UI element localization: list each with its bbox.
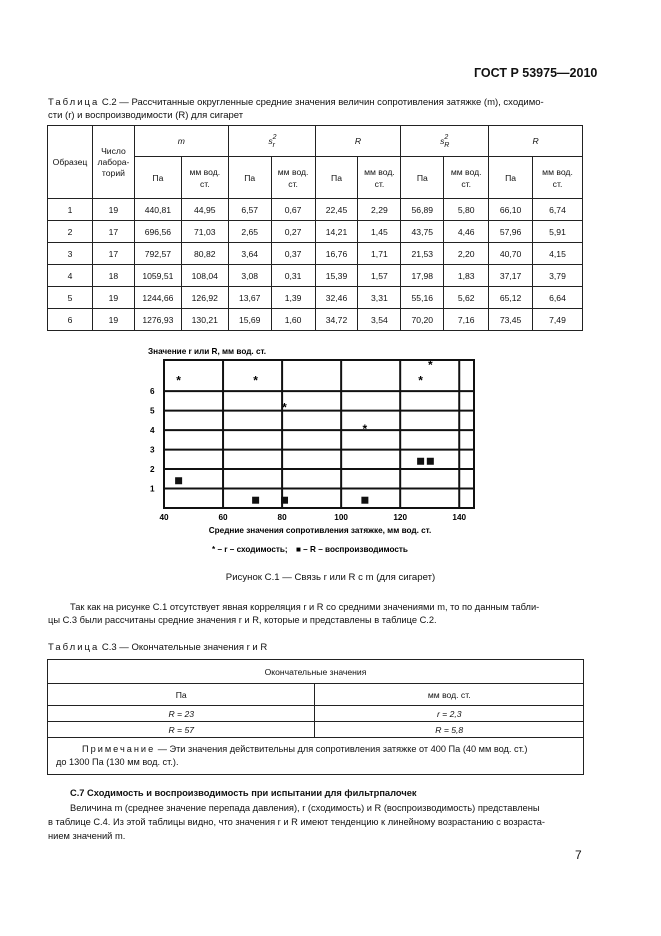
table-cell: 15,39 [315,265,358,287]
chart-x-label: Средние значения сопротивления затяжке, мм вод. ст. [208,526,432,535]
chart-x-ticks [159,513,466,522]
table-c3-caption-label: Таблица [48,642,100,653]
th-labs-1: Число [101,145,126,156]
table-cell: 7,16 [444,309,489,331]
x-tick-label: 80 [277,513,287,522]
table-c3-body [48,706,584,738]
y-tick-label: 4 [150,426,155,436]
th-pa: Па [134,157,181,199]
th-sR2-sup: 2 [444,134,449,141]
table-cell: 57,96 [489,221,533,243]
table-cell: 21,53 [401,243,444,265]
th-mm-2: ст. [374,178,385,189]
paragraph-1-line-1: Так как на рисунке С.1 отсутствует явная корреляция r и R со средними значениями m, то по данным табли- [70,602,540,612]
standard-number: ГОСТ Р 53975—2010 [474,66,598,80]
th-sample: Образец [48,126,93,199]
table-c3-note-label: Примечание [82,744,156,754]
table-cell: R = 23 [48,706,315,722]
th-mm-1: мм вод. [542,166,573,177]
section-c7-heading: С.7 Сходимость и воспроизводимость при испытании для фильтрпалочек [70,788,417,798]
table-c2-caption-label: Таблица [48,97,100,108]
chart-y-ticks [150,387,155,493]
table-row [48,722,584,738]
table-cell: 1 [48,199,93,221]
legend-R-symbol: ■ [295,545,301,554]
table-c2-caption [48,96,618,122]
table-cell: 17,98 [401,265,444,287]
th-mm [271,157,315,199]
th-m: m [134,126,228,157]
table-cell: 792,57 [134,243,181,265]
table-cell: 2,65 [228,221,271,243]
table-cell: 5,80 [444,199,489,221]
table-cell: 56,89 [401,199,444,221]
section-c7-line-3: нием значений m. [48,831,126,841]
th-sR2-s: s [440,136,445,146]
point-repeatability: * [362,422,368,437]
table-cell: 2 [48,221,93,243]
chart-title: Значение r или R, мм вод. ст. [148,347,267,356]
legend-R-text: – R – воспроизводимость [300,545,408,554]
figure-caption: Рисунок С.1 — Связь r или R с m (для сигарет) [225,572,436,583]
th-pa: Па [489,157,533,199]
table-cell: 1,57 [358,265,401,287]
table-row [48,265,583,287]
th-mm-2: ст. [288,178,298,189]
table-c2-body [48,199,583,331]
th-r: R [315,126,401,157]
th-mm-1: мм вод. [450,166,482,177]
table-cell: 19 [92,309,134,331]
th-mm [533,157,583,199]
table-cell: 66,10 [489,199,533,221]
th-mm-1: мм вод. [277,166,309,177]
th-sr2 [228,126,315,157]
table-cell: 0,27 [271,221,315,243]
table-cell: 44,95 [181,199,228,221]
table-cell: 65,12 [489,287,533,309]
table-cell: 17 [92,221,134,243]
th-sr2-sub: r [272,142,275,149]
x-tick-label: 120 [393,513,408,522]
table-cell: 19 [92,287,134,309]
th-sR2 [401,126,489,157]
table-cell: 1059,51 [134,265,181,287]
table-cell: 1,45 [358,221,401,243]
table-c3-note-text: — Эти значения действительны для сопротивления затяжке от 400 Па (40 мм вод. ст.) [155,744,528,754]
table-cell: 5 [48,287,93,309]
table-row [48,243,583,265]
table-cell: 7,49 [533,309,583,331]
y-tick-label: 5 [150,406,155,416]
table-cell: 55,16 [401,287,444,309]
table-cell: 80,82 [181,243,228,265]
point-repeatability: * [282,400,287,415]
table-cell: 1,39 [271,287,315,309]
x-tick-label: 140 [452,513,467,522]
table-c2-caption-text2: сти (r) и воспроизводимости (R) для сигарет [48,110,244,121]
th-sr2-s: s [268,136,273,146]
th-mm-2: ст. [461,178,472,189]
table-cell: 1,71 [358,243,401,265]
x-tick-label: 60 [218,513,228,522]
y-tick-label: 3 [150,445,155,455]
table-c3-col-pa: Па [48,684,315,706]
y-tick-label: 1 [150,484,155,494]
table-cell: 0,67 [271,199,315,221]
table-c3-caption [48,641,618,654]
table-cell: 3,31 [358,287,401,309]
paragraph-1-line-2: цы С.3 были рассчитаны средние значения r и R, которые и представлены в таблице С.2. [48,615,437,625]
table-cell: R = 57 [48,722,315,738]
paragraph-1 [70,601,620,615]
table-cell: 5,91 [533,221,583,243]
table-cell: 696,56 [134,221,181,243]
table-c2 [47,125,583,331]
x-tick-label: 100 [334,513,348,522]
table-cell: r = 2,3 [315,706,584,722]
table-cell: 6 [48,309,93,331]
table-cell: 1244,66 [134,287,181,309]
point-reproducibility [427,458,434,465]
table-c3-col-mm: мм вод. ст. [315,684,584,706]
point-reproducibility [252,497,259,504]
th-labs-2: лабора- [97,156,130,167]
plot-frame [164,357,474,508]
point-repeatability: * [176,373,181,388]
table-row [48,706,584,722]
th-pa: Па [315,157,358,199]
table-row [48,287,583,309]
point-repeatability: * [253,373,258,388]
table-cell: 3,64 [228,243,271,265]
th-mm-1: мм вод. [189,166,221,177]
table-cell: 71,03 [181,221,228,243]
th-mm-2: ст. [199,178,210,189]
table-cell: 70,20 [401,309,444,331]
table-cell: 3,08 [228,265,271,287]
point-repeatability: * [427,357,433,372]
table-cell: 3 [48,243,93,265]
table-cell: 6,57 [228,199,271,221]
table-cell: 0,31 [271,265,315,287]
table-c3-note-text2: до 1300 Па (130 мм вод. ст.). [56,757,179,767]
table-cell: 3,54 [358,309,401,331]
legend-r-symbol: * [212,545,216,554]
table-cell: 440,81 [134,199,181,221]
legend-r-text: – r – сходимость; [215,545,288,554]
th-pa: Па [401,157,444,199]
table-cell: 2,20 [444,243,489,265]
table-cell: 126,92 [181,287,228,309]
th-sr2-sup: 2 [272,134,277,141]
th-labs [92,126,134,199]
table-cell: 3,79 [533,265,583,287]
th-mm-1: мм вод. [364,166,395,177]
y-tick-label: 6 [150,387,155,397]
th-labs-3: торий [101,167,125,178]
point-reproducibility [417,458,424,465]
table-cell: 130,21 [181,309,228,331]
table-c3-header: Окончательные значения [48,660,584,684]
table-cell: 1,83 [444,265,489,287]
table-cell: 6,74 [533,199,583,221]
table-cell: 1,60 [271,309,315,331]
table-cell: 15,69 [228,309,271,331]
point-repeatability: * [418,373,423,388]
table-row [48,199,583,221]
section-c7-line-2: в таблице С.4. Из этой таблицы видно, что значения r и R имеют тенденцию к линейному возрастанию с возраста- [48,817,546,827]
table-cell: 4 [48,265,93,287]
table-cell: 43,75 [401,221,444,243]
point-reproducibility [281,497,288,504]
th-mm [181,157,228,199]
section-c7-line-1: Величина m (среднее значение перепада давления), r (сходимость) и R (воспроизводимость) представлены [70,803,540,813]
point-reproducibility [175,477,182,484]
table-cell: 22,45 [315,199,358,221]
table-c3-caption-text: С.3 — Окончательные значения r и R [99,642,268,653]
table-cell: 37,17 [489,265,533,287]
table-cell: 40,70 [489,243,533,265]
x-tick-label: 40 [159,513,169,522]
table-cell: 4,46 [444,221,489,243]
th-mm [358,157,401,199]
table-cell: 108,04 [181,265,228,287]
table-cell: 5,62 [444,287,489,309]
table-row [48,221,583,243]
table-c3 [47,659,584,775]
table-c3-note [48,738,584,775]
th-mm-2: ст. [552,178,563,189]
table-cell: 16,76 [315,243,358,265]
table-cell: 1276,93 [134,309,181,331]
table-cell: 6,64 [533,287,583,309]
th-sR2-sub: R [444,142,450,149]
table-cell: 18 [92,265,134,287]
table-row [48,309,583,331]
table-cell: 17 [92,243,134,265]
th-R: R [489,126,583,157]
table-cell: 0,37 [271,243,315,265]
table-cell: 14,21 [315,221,358,243]
table-cell: 34,72 [315,309,358,331]
th-mm [444,157,489,199]
y-tick-label: 2 [150,465,155,475]
th-pa: Па [228,157,271,199]
table-cell: 32,46 [315,287,358,309]
figure-c1-chart [140,338,500,558]
page-number: 7 [575,848,582,862]
table-cell: R = 5,8 [315,722,584,738]
table-cell: 19 [92,199,134,221]
table-c2-caption-text: С.2 — Рассчитанные округленные средние значения величин сопротивления затяжке (m), сходимо- [99,97,544,108]
table-cell: 4,15 [533,243,583,265]
paragraph-1b [48,614,618,628]
table-cell: 73,45 [489,309,533,331]
table-cell: 13,67 [228,287,271,309]
table-cell: 2,29 [358,199,401,221]
chart-legend [212,545,408,554]
chart-grid [164,357,474,508]
point-reproducibility [361,497,368,504]
